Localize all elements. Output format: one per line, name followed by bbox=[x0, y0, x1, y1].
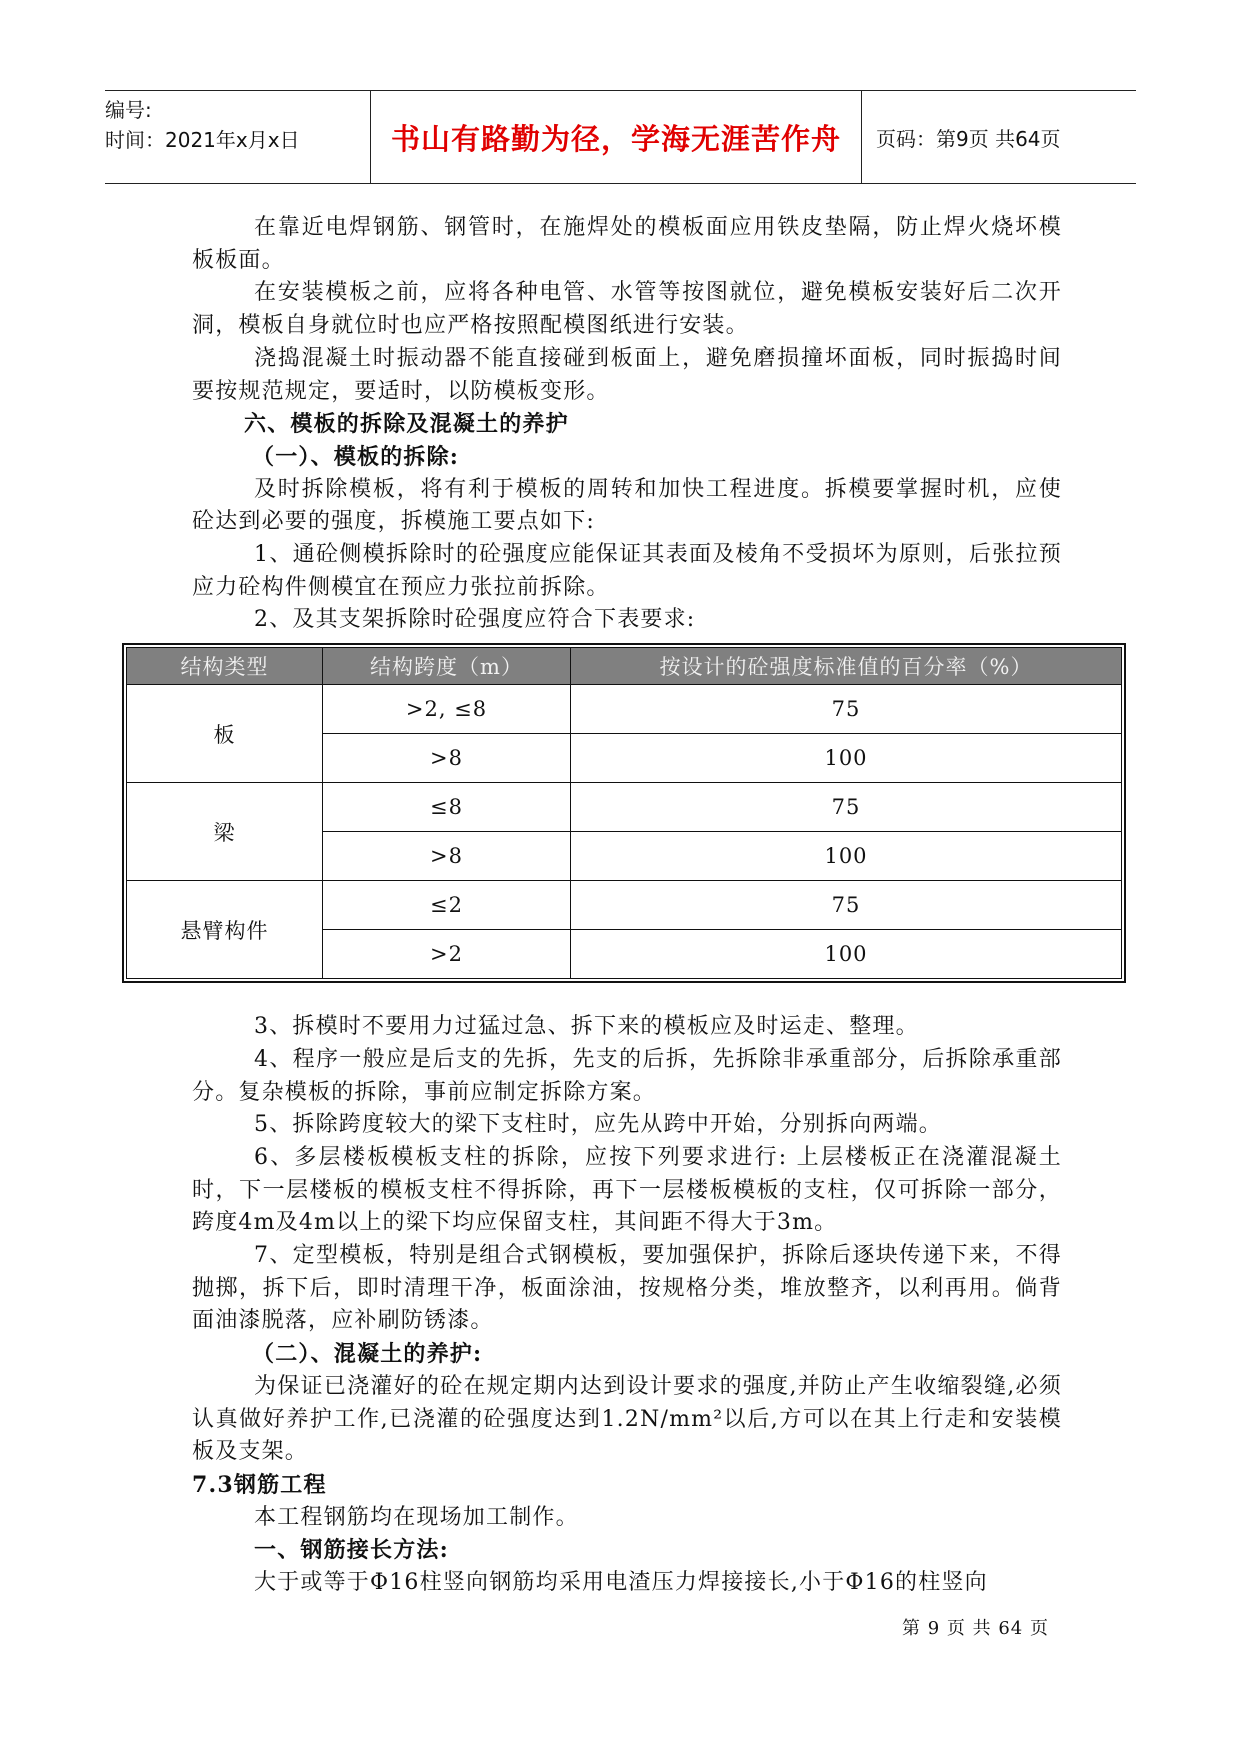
table-header-cell: 按设计的砼强度标准值的百分率（%） bbox=[571, 648, 1122, 685]
table-cell-type: 悬臂构件 bbox=[127, 881, 323, 979]
formwork-removal-table bbox=[122, 643, 1126, 983]
paragraph: 为保证已浇灌好的砼在规定期内达到设计要求的强度,并防止产生收缩裂缝,必须认真做好养护工作,已浇灌的砼强度达到1.2N/mm²以后,方可以在其上行走和安装模板及支架。 bbox=[192, 1373, 1062, 1465]
table-header-row bbox=[127, 648, 1122, 685]
table-cell-pct: 75 bbox=[571, 685, 1122, 734]
table-row bbox=[127, 783, 1122, 832]
table-cell-type: 板 bbox=[127, 685, 323, 783]
table-row bbox=[127, 685, 1122, 734]
table-cell-span: ≤2 bbox=[323, 881, 571, 930]
paragraph: （一）、模板的拆除: bbox=[252, 443, 460, 470]
table-header-cell: 结构跨度（m） bbox=[323, 648, 571, 685]
section-before-table bbox=[192, 212, 1062, 637]
paragraph: 4、程序一般应是后支的先拆，先支的后拆，先拆除非承重部分，后拆除承重部分。复杂模板的拆除，事前应制定拆除方案。 bbox=[192, 1046, 1062, 1105]
table-cell-type: 梁 bbox=[127, 783, 323, 881]
paragraph: 7.3钢筋工程 bbox=[192, 1471, 327, 1498]
table-cell-span: ≤8 bbox=[323, 783, 571, 832]
table-cell-span: >2 bbox=[323, 930, 571, 979]
paragraph: 2、及其支架拆除时砼强度应符合下表要求: bbox=[254, 607, 696, 633]
paragraph: 浇捣混凝土时振动器不能直接碰到板面上，避免磨损撞坏面板，同时振捣时间要按规范规定，要适时，以防模板变形。 bbox=[192, 345, 1062, 404]
paragraph: 本工程钢筋均在现场加工制作。 bbox=[254, 1504, 579, 1530]
table-cell-span: >2, ≤8 bbox=[323, 685, 571, 734]
paragraph: （二）、混凝土的养护: bbox=[252, 1341, 483, 1368]
paragraph: 大于或等于Φ16柱竖向钢筋均采用电渣压力焊接接长,小于Φ16的柱竖向 bbox=[254, 1570, 988, 1596]
document-number: 编号: bbox=[105, 98, 152, 122]
paragraph: 在安装模板之前，应将各种电管、水管等按图就位，避免模板安装好后二次开洞，模板自身就位时也应严格按照配模图纸进行安装。 bbox=[192, 280, 1062, 339]
paragraph: 在靠近电焊钢筋、钢管时，在施焊处的模板面应用铁皮垫隔，防止焊火烧坏模板板面。 bbox=[192, 215, 1062, 273]
table-cell-span: >8 bbox=[323, 832, 571, 881]
header-meta bbox=[105, 91, 371, 183]
document-time: 时间：2021年x月x日 bbox=[105, 128, 300, 152]
page-header bbox=[105, 90, 1136, 184]
table-cell-pct: 100 bbox=[571, 930, 1122, 979]
table-header-cell: 结构类型 bbox=[127, 648, 323, 685]
table-cell-pct: 100 bbox=[571, 832, 1122, 881]
paragraph: 3、拆模时不要用力过猛过急、拆下来的模板应及时运走、整理。 bbox=[254, 1014, 919, 1040]
table-cell-pct: 75 bbox=[571, 881, 1122, 930]
header-motto: 书山有路勤为径，学海无涯苦作舟 bbox=[371, 91, 862, 183]
table-cell-pct: 75 bbox=[571, 783, 1122, 832]
header-page-number: 页码：第9页 共64页 bbox=[876, 126, 1061, 151]
paragraph: 一、钢筋接长方法: bbox=[254, 1537, 449, 1564]
paragraph: 5、拆除跨度较大的梁下支柱时，应先从跨中开始，分别拆向两端。 bbox=[254, 1112, 942, 1138]
page-footer: 第 9 页 共 64 页 bbox=[902, 1618, 1049, 1639]
paragraph: 1、通砼侧模拆除时的砼强度应能保证其表面及棱角不受损坏为原则，后张拉预应力砼构件侧模宜在预应力张拉前拆除。 bbox=[192, 542, 1062, 600]
table-cell-span: >8 bbox=[323, 734, 571, 783]
paragraph: 六、模板的拆除及混凝土的养护 bbox=[244, 411, 569, 438]
paragraph: 及时拆除模板，将有利于模板的周转和加快工程进度。拆模要掌握时机，应使砼达到必要的强度，拆模施工要点如下: bbox=[192, 476, 1062, 535]
section-after-table bbox=[192, 1011, 1062, 1600]
table-row bbox=[127, 881, 1122, 930]
paragraph: 7、定型模板，特别是组合式钢模板，要加强保护，拆除后逐块传递下来，不得抛掷，拆下后，即时清理干净，板面涂油，按规格分类，堆放整齐，以利再用。倘背面油漆脱落，应补刷防锈漆。 bbox=[192, 1243, 1062, 1334]
table-cell-pct: 100 bbox=[571, 734, 1122, 783]
paragraph: 6、多层楼板模板支柱的拆除，应按下列要求进行: 上层楼板正在浇灌混凝土时，下一层楼板的模板支柱不得拆除，再下一层楼板模板的支柱，仅可拆除一部分，跨度4m及4m以上的梁下均应保留支柱，其间距不得大于3m。 bbox=[192, 1144, 1062, 1236]
document-body bbox=[180, 212, 1062, 1600]
